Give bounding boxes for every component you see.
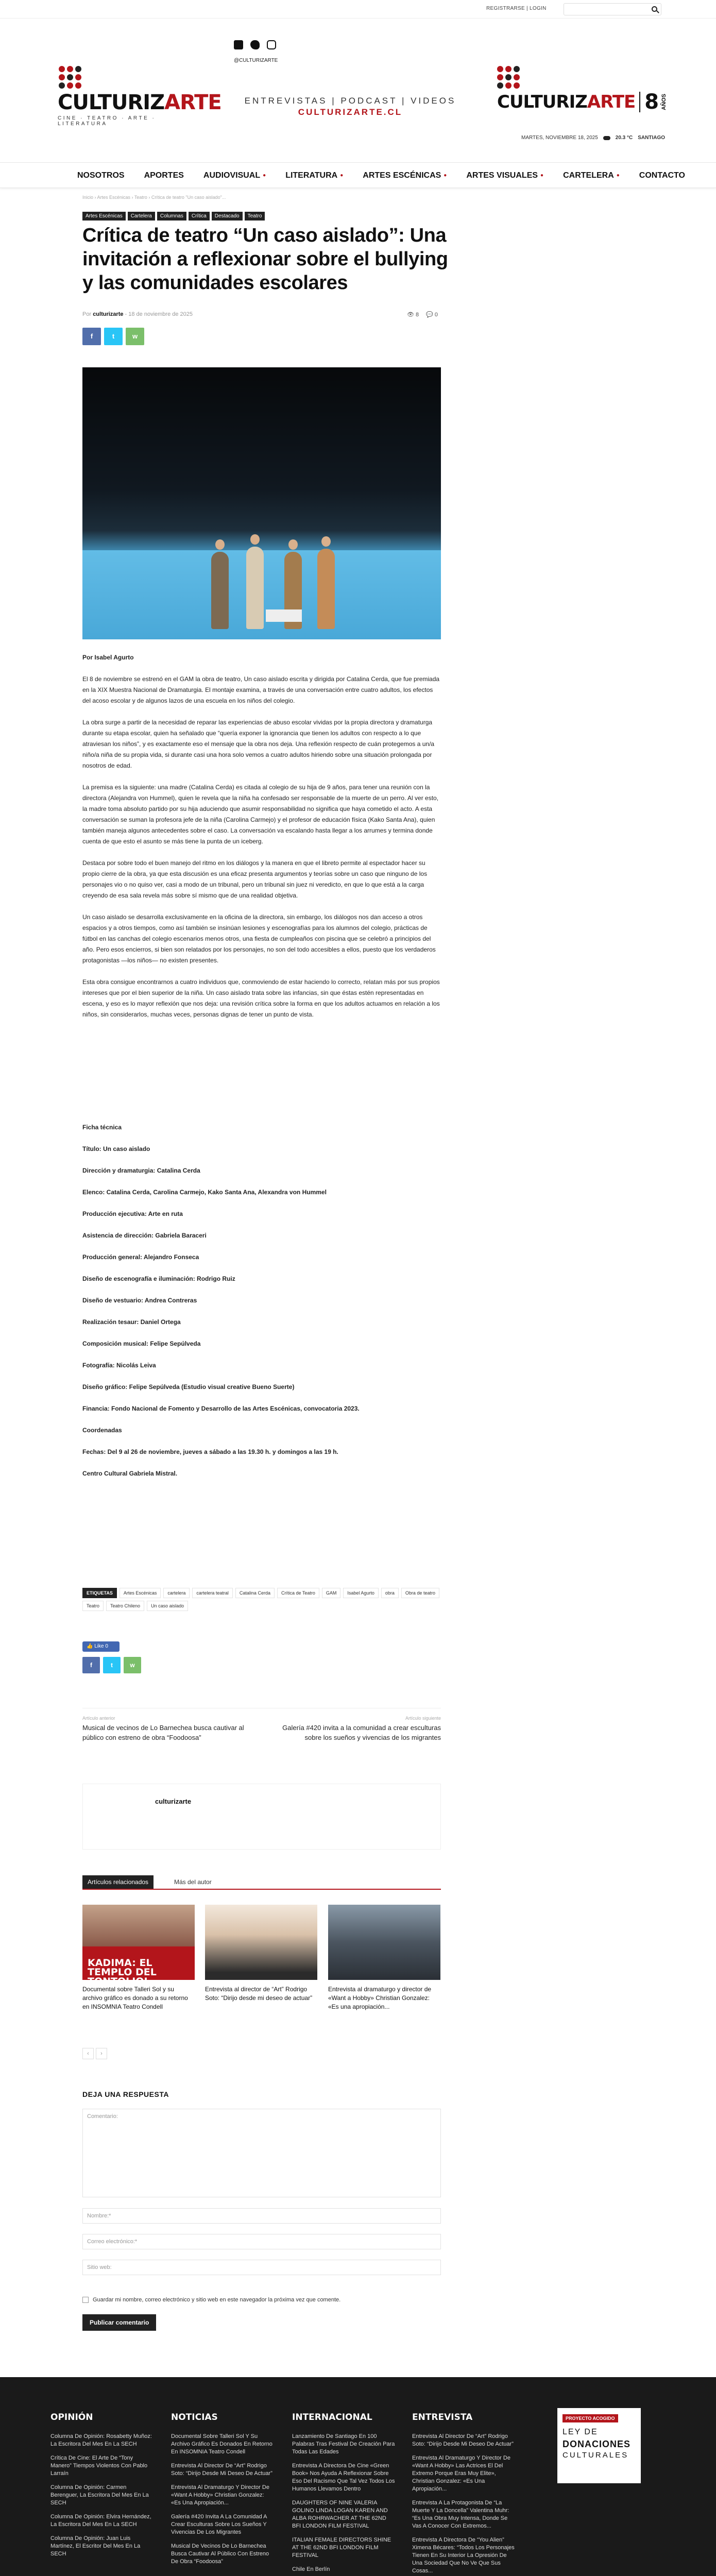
footer-link[interactable]: Entrevista A La Protagonista De “La Muerte Y La Doncella” Valentina Muhr: “Es Una Obra Muy Intensa, Donde Se Vas A Conocer Con Extremos...	[412, 2500, 509, 2529]
related-thumbnail[interactable]	[328, 1905, 440, 1980]
nav-item-artes-escenicas[interactable]: ARTES ESCÉNICAS ●	[363, 171, 447, 180]
tag-link[interactable]: Un caso aislado	[147, 1601, 188, 1611]
twitter-share-button[interactable]: t	[104, 328, 123, 345]
top-utility-bar	[0, 0, 716, 19]
tab-more-from-author[interactable]: Más del autor	[174, 1878, 212, 1886]
thumbnail-text: KADIMA: EL TEMPLO DEL TONTOLIOL	[88, 1957, 157, 1987]
current-date: MARTES, NOVIEMBRE 18, 2025	[521, 135, 598, 141]
weather-cloud-icon	[603, 136, 610, 140]
footer-link[interactable]: Entrevista Al Director De “Art” Rodrigo Soto: “Dirijo Desde Mi Deseo De Actuar”	[171, 2463, 272, 2477]
search-icon[interactable]	[652, 6, 657, 12]
category-tag[interactable]: Cartelera	[128, 212, 155, 221]
actor-figure	[250, 534, 260, 545]
actor-figure	[317, 549, 335, 629]
facebook-icon[interactable]	[234, 40, 243, 49]
nav-item-artes-visuales[interactable]: ARTES VISUALES ●	[466, 171, 544, 180]
actor-figure	[215, 539, 225, 550]
category-tags	[82, 212, 265, 221]
date-weather-bar	[521, 135, 665, 141]
publish-date: - 18 de noviembre de 2025	[125, 311, 193, 317]
tag-link[interactable]: Teatro Chileno	[106, 1601, 144, 1611]
related-title[interactable]: Entrevista al dramaturgo y director de «Want a Hobby» Christian Gonzalez: «Es una apropiación...	[328, 1986, 432, 2010]
actor-figure	[288, 539, 298, 550]
footer-link[interactable]: Chile En Berlín	[292, 2566, 330, 2572]
ley-donaciones-badge[interactable]: PROYECTO ACOGIDO LEY DE DONACIONES CULTURALES	[557, 2408, 641, 2483]
stage-table	[266, 609, 302, 622]
footer-column-internacional: INTERNACIONAL Lanzamiento De Santiago En 100 Palabras Tras Festival De Creación Para Todas Las Edades Entrevista A Directora De Cine «Green Book» Nos Ayuda A Reflexionar Sobre Eso Del Racismo Que Tal Vez Todos Los Humanos Llevamos Dentro DAUGHTERS OF NINE VALERIA GOLINO LINDA LOGAN KAREN AND ALBA ROHRWACHER AT THE 62ND BFI LONDON FILM FESTIVAL ITALIAN FEMALE DIRECTORS SHINE AT THE 62ND BFI LONDON FILM FESTIVAL Chile En Berlín	[292, 2412, 395, 2572]
footer-link[interactable]: Columna De Opinión: Carmen Berenguer, La Escritora Del Mes En La SECH	[50, 2484, 149, 2506]
footer-column-opinion: OPINIÓN Columna De Opinión: Rosabetty Muñoz: La Escritora Del Mes En La SECH Crítica De Cine: El Arte De “Tony Manero” Tiempos Violentos Con Pablo Larraín Columna De Opinión: Carmen Berenguer, La Escritora Del Mes En La SECH Columna De Opinión: Elvira Hernández, La Escritora Del Mes En La SECH Columna De Opinión: Juan Luis Martínez, El Escritor Del Mes En La SECH	[50, 2412, 154, 2564]
twitter-share-button[interactable]: t	[103, 1657, 121, 1673]
caret-down-icon: ●	[340, 173, 344, 179]
whatsapp-share-button[interactable]: w	[124, 1657, 141, 1673]
caret-down-icon: ●	[263, 173, 266, 179]
footer-link[interactable]: DAUGHTERS OF NINE VALERIA GOLINO LINDA LOGAN KAREN AND ALBA ROHRWACHER AT THE 62ND BFI LONDON FILM FESTIVAL	[292, 2500, 388, 2529]
footer-link[interactable]: Columna De Opinión: Juan Luis Martínez, El Escritor Del Mes En La SECH	[50, 2535, 141, 2557]
social-handle: @CULTURIZARTE	[234, 58, 278, 63]
tag-link[interactable]: Crítica de Teatro	[277, 1588, 319, 1598]
tag-link[interactable]: obra	[381, 1588, 399, 1598]
instagram-icon[interactable]	[267, 40, 276, 49]
actor-figure	[321, 536, 331, 547]
related-tabs	[82, 1875, 441, 1890]
related-article[interactable]	[205, 1905, 317, 2003]
email-field[interactable]: Correo electrónico:*	[82, 2234, 441, 2249]
paragraph: La obra surge a partir de la necesidad de reparar las experiencias de abuso escolar vividas por la propia directora y dramaturga durante su etapa escolar, quien ha señalado que “quería exponer la ignorancia que tienen los adultos con respecto a lo que atraviesan los niños”, y es exactamente eso el mensaje que la obra nos deja. Una reflexión respecto de cuán protegemos a un/a niño/a niña de su propia vida, si durante casi una hora solo vemos a cuatro adultos hiriendo sobre una situación prolongada por nosotros de edad.	[82, 719, 435, 769]
footer-link[interactable]: Entrevista Al Director De “Art” Rodrigo Soto: “Dirijo Desde Mi Deseo De Actuar”	[412, 2433, 514, 2447]
facebook-like-button[interactable]: 👍 Like 0	[82, 1641, 120, 1652]
tag-link[interactable]: Isabel Agurto	[343, 1588, 379, 1598]
website-field[interactable]: Sitio web:	[82, 2260, 441, 2275]
footer-link[interactable]: Columna De Opinión: Elvira Hernández, La Escritora Del Mes En La SECH	[50, 2514, 151, 2528]
next-article[interactable]: Artículo siguiente Galería #420 invita a la comunidad a crear esculturas sobre los sueños y vivencias de los migrantes	[282, 1716, 441, 1741]
social-links	[234, 40, 276, 49]
author-avatar[interactable]	[93, 1794, 143, 1844]
category-tag[interactable]: Crítica	[189, 212, 210, 221]
nav-item-cartelera[interactable]: CARTELERA ●	[563, 171, 620, 180]
article-body	[82, 652, 441, 1031]
tag-link[interactable]: GAM	[322, 1588, 341, 1598]
related-article[interactable]	[82, 1905, 195, 2011]
paragraph: Esta obra consigue encontrarnos a cuatro individuos que, conmoviendo de estar haciendo lo correcto, relatan más por sus propios intereses que por el bien superior de la niña. Un caso aislado trata sobre las infancias, sin que éstas estén representadas en escena, y eso es lo mayor reflexión que nos deja: una revisión crítica sobre la forma en que los adultos actuamos en relación a los niños, sin considerarlos, muchas veces, personas dignas de tener un punto de vista.	[82, 978, 440, 1018]
category-tag[interactable]: Teatro	[245, 212, 265, 221]
footer-link[interactable]: Documental Sobre Talleri Sol Y Su Archivo Gráfico Es Donados En Retorno En INSOMNIA Teatro Condell	[171, 2433, 272, 2455]
next-page-button[interactable]: ›	[96, 2048, 107, 2059]
header-tagline: ENTREVISTAS | PODCAST | VIDEOS CULTURIZARTE.CL	[244, 96, 456, 117]
main-nav	[0, 162, 716, 188]
author-name[interactable]: culturizarte	[155, 1798, 192, 1805]
eye-icon: 👁	[407, 312, 414, 318]
ficha-title: Ficha técnica	[82, 1124, 122, 1131]
tag-link[interactable]: Teatro	[82, 1601, 104, 1611]
footer-link[interactable]: Entrevista Al Dramaturgo Y Director De «Want A Hobby» Las Actrices El Del Extremo Porque Eras Muy Elite», Christian Gonzalez: «Es Una Apropiación...	[412, 2455, 510, 2492]
ficha-tecnica: Ficha técnica Título: Un caso aislado Dirección y dramaturgia: Catalina Cerda Elenco: Catalina Cerda, Carolina Carmejo, Kako Santa Ana, Alexandra von Hummel Producción ejecutiva: Arte en ruta Asistencia de dirección: Gabriela Baraceri Producción general: Alejandro Fonseca Diseño de escenografía e iluminación: Rodrigo Ruiz Diseño de vestuario: Andrea Contreras Realización tesaur: Daniel Ortega Composición musical: Felipe Sepúlveda Fotografía: Nicolás Leiva Diseño gráfico: Felipe Sepúlveda (Estudio visual creative Bueno Suerte) Financia: Fondo Nacional de Fomento y Desarrollo de las Artes Escénicas, convocatoria 2023. Coordenadas Fechas: Del 9 al 26 de noviembre, jueves a sábado a las 19.30 h. y domingos a las 19 h. Centro Cultural Gabriela Mistral.	[82, 1124, 360, 1477]
save-info-label: Guardar mi nombre, correo electrónico y sitio web en este navegador la próxima vez que comente.	[93, 2297, 341, 2303]
site-logo[interactable]	[58, 66, 221, 133]
footer-link[interactable]: Crítica De Cine: El Arte De “Tony Manero” Tiempos Violentos Con Pablo Larraín	[50, 2455, 148, 2477]
reply-title: DEJA UNA RESPUESTA	[82, 2090, 169, 2098]
logo-wordmark: CULTURIZARTE	[58, 91, 221, 114]
name-field[interactable]: Nombre:*	[82, 2208, 441, 2224]
footer-column-noticias: NOTICIAS Documental Sobre Talleri Sol Y Su Archivo Gráfico Es Donados En Retorno En INSOMNIA Teatro Condell Entrevista Al Director De “Art” Rodrigo Soto: “Dirijo Desde Mi Deseo De Actuar” Entrevista Al Dramaturgo Y Director De «Want A Hobby» Christian Gonzalez: «Es Una Apropiación... Galería #420 Invita A La Comunidad A Crear Esculturas Sobre Los Sueños Y Vivencias De Los Migrantes Musical De Vecinos De Lo Barnechea Busca Cautivar Al Público Con Estreno De Obra “Foodoosa”	[171, 2412, 274, 2572]
logo-tagline: CINE · TEATRO · ARTE · LITERATURA	[58, 115, 156, 127]
register-login-link[interactable]: REGISTRARSE | LOGIN	[486, 6, 547, 11]
tags-label: ETIQUETAS	[82, 1588, 117, 1598]
article-tags	[82, 1588, 441, 1611]
article-title: Crítica de teatro “Un caso aislado”: Una invitación a reflexionar sobre el bullying y las comunidades escolares	[82, 225, 448, 294]
nav-item-audiovisual[interactable]: AUDIOVISUAL ●	[203, 171, 266, 180]
article-hero-image	[82, 367, 441, 639]
byline: Por Isabel Agurto	[82, 654, 134, 661]
caret-down-icon: ●	[616, 173, 620, 179]
footer-link[interactable]: Entrevista A Directora De “You Alien” Ximena Bécares: “Todos Los Personajes Tienen En Su Interior La Opresión De Una Sociedad Que No Ve Que Sus Cosas...	[412, 2537, 515, 2574]
paragraph: La premisa es la siguiente: una madre (Catalina Cerda) es citada al colegio de su hija de 9 años, para tener una reunión con la directora (Alejandra von Hummel), quien le revela que la niña ha confesado ser responsable de la muerte de un perro. Al ver esto, la madre toma absoluto partido por su hija aduciendo que asumir responsabilidad no significa que haya cometido el acto. A esta conversación se suman la profesora jefe de la niña (Carolina Carmejo) y el profesor de educación física (Kako Santa Ana), quien también maneja algunos antecedentes sobre el caso. La conversación va escalando hasta llegar a los arrumes y termina donde cuenta de que esto el asunto se más tiene la punta de un iceberg.	[82, 784, 439, 845]
breadcrumb[interactable]: Inicio › Artes Escénicas › Teatro › Crítica de teatro "Un caso aislado"...	[82, 195, 226, 200]
footer-link[interactable]: Entrevista Al Dramaturgo Y Director De «Want A Hobby» Christian Gonzalez: «Es Una Apropiación...	[171, 2484, 269, 2506]
logo-dots	[59, 66, 192, 89]
save-info-checkbox[interactable]	[82, 2297, 89, 2303]
temperature: 20.3 °C	[615, 135, 633, 141]
nav-item-nosotros[interactable]: NOSOTROS	[77, 171, 125, 180]
tab-related-articles[interactable]: Artículos relacionados	[82, 1875, 154, 1889]
prev-page-button[interactable]: ‹	[82, 2048, 94, 2059]
share-buttons-bottom	[82, 1657, 141, 1673]
search-input[interactable]	[564, 3, 661, 15]
related-article[interactable]	[328, 1905, 440, 2011]
footer-link[interactable]: Columna De Opinión: Rosabetty Muñoz: La Escritora Del Mes En La SECH	[50, 2433, 152, 2447]
nav-item-literatura[interactable]: LITERATURA ●	[285, 171, 344, 180]
related-thumbnail[interactable]	[205, 1905, 317, 1980]
article-stats	[407, 311, 438, 318]
save-info-row	[82, 2297, 340, 2303]
actor-figure	[246, 547, 264, 629]
twitter-icon[interactable]	[250, 40, 260, 49]
tag-link[interactable]: cartelera	[163, 1588, 190, 1598]
comments-count: 💬 0	[426, 312, 438, 318]
paragraph: Destaca por sobre todo el buen manejo del ritmo en los diálogos y la manera en que el libreto permite al espectador hacer su propio cierre de la obra, ya que esta discusión es una eficaz presenta argumentos y teorías sobre un caso que ninguno de los personajes vio o no quiso ver, casi a modo de un tribunal, pero un tribunal sin juez ni veredicto, en que lo que está a la carga creyendo de esa sala revela más sobre sí mismo que de una realidad objetiva.	[82, 859, 428, 899]
nav-item-aportes[interactable]: APORTES	[144, 171, 184, 180]
site-footer	[0, 2377, 716, 2576]
related-pager	[82, 2048, 107, 2059]
related-title[interactable]: Documental sobre Talleri Sol y su archivo gráfico es donado a su retorno en INSOMNIA Teatro Condell	[82, 1986, 188, 2010]
anniversary-number: 8	[639, 92, 659, 112]
prev-article[interactable]: Artículo anterior Musical de vecinos de Lo Barnechea busca cautivar al público con estreno de obra “Foodoosa”	[82, 1716, 244, 1741]
facebook-share-button[interactable]: f	[82, 1657, 100, 1673]
nav-item-contacto[interactable]: CONTACTO	[639, 171, 685, 180]
related-title[interactable]: Entrevista al director de “Art” Rodrigo Soto: “Dirijo desde mi deseo de actuar”	[205, 1986, 313, 2002]
footer-link[interactable]: Entrevista A Directora De Cine «Green Book» Nos Ayuda A Reflexionar Sobre Eso Del Racismo Que Tal Vez Todos Los Humanos Llevamos Dentro	[292, 2463, 395, 2492]
site-url[interactable]: CULTURIZARTE.CL	[298, 107, 403, 117]
paragraph: El 8 de noviembre se estrenó en el GAM la obra de teatro, Un caso aislado escrita y dirigida por Catalina Cerda, que fue premiada en la XIX Muestra Nacional de Dramaturgia. El montaje examina, a través de una conversación entre cuatro adultos, los efectos del acoso escolar y de algunos lazos de una escuela en los niños del colegio.	[82, 675, 440, 704]
anniversary-label: AÑOS	[661, 94, 668, 110]
category-tag[interactable]: Artes Escénicas	[82, 212, 126, 221]
whatsapp-share-button[interactable]: w	[126, 328, 144, 345]
comment-icon: 💬	[426, 312, 433, 318]
author-box	[82, 1784, 441, 1850]
facebook-share-button[interactable]: f	[82, 328, 101, 345]
actor-figure	[211, 552, 229, 629]
post-comment-button[interactable]: Publicar comentario	[82, 2314, 156, 2331]
tag-link[interactable]: Obra de teatro	[401, 1588, 439, 1598]
category-tag[interactable]: Columnas	[157, 212, 186, 221]
paragraph: Un caso aislado se desarrolla exclusivamente en la oficina de la directora, sin embargo, los diálogos nos dan acceso a otros espacios y a otros tiempos, como así también se insinúan lesiones y escenografías para los alumnos del colegio, prácticas de fútbol en las canchas del colegio escenarios menos otros, una fiesta de cumpleaños con piscina que se celebró a principios del año. Pero esos encierros, si bien son relatados por los personajes, no son del todo accesibles a ellos, puesto que los verdaderos protagonistas —los niños— no existen presentes.	[82, 913, 436, 964]
tag-link[interactable]: cartelera teatral	[192, 1588, 233, 1598]
article-meta: Por culturizarte - 18 de noviembre de 2025	[82, 311, 193, 317]
footer-link[interactable]: Musical De Vecinos De Lo Barnechea Busca Cautivar Al Público Con Estreno De Obra “Foodoosa”	[171, 2543, 269, 2565]
footer-column-entrevista: ENTREVISTA Entrevista Al Director De “Art” Rodrigo Soto: “Dirijo Desde Mi Deseo De Actuar” Entrevista Al Dramaturgo Y Director De «Want A Hobby» Las Actrices El Del Extremo Porque Eras Muy Elite», Christian Gonzalez: «Es Una Apropiación... Entrevista A La Protagonista De “La Muerte Y La Doncella” Valentina Muhr: “Es Una Obra Muy Intensa, Donde Se Vas A Conocer Con Extremos... Entrevista A Directora De “You Alien” Ximena Bécares: “Todos Los Personajes Tienen En Su Interior La Opresión De Una Sociedad Que No Ve Que Sus Cosas...	[412, 2412, 515, 2574]
footer-link[interactable]: Galería #420 Invita A La Comunidad A Crear Esculturas Sobre Los Sueños Y Vivencias De Los Migrantes	[171, 2514, 267, 2535]
caret-down-icon: ●	[540, 173, 544, 179]
views-count: 👁 8	[407, 312, 419, 318]
footer-link[interactable]: Lanzamiento De Santiago En 100 Palabras Tras Festival De Creación Para Todas Las Edades	[292, 2433, 395, 2455]
anniversary-logo: CULTURIZARTE 8 AÑOS	[497, 66, 652, 128]
city: SANTIAGO	[638, 135, 666, 141]
footer-link[interactable]: ITALIAN FEMALE DIRECTORS SHINE AT THE 62ND BFI LONDON FILM FESTIVAL	[292, 2537, 391, 2558]
tag-link[interactable]: Catalina Cerda	[235, 1588, 275, 1598]
tag-link[interactable]: Artes Escénicas	[120, 1588, 161, 1598]
share-buttons-top	[82, 328, 144, 345]
comment-textarea[interactable]: Comentario:	[82, 2109, 441, 2197]
author-link[interactable]: culturizarte	[93, 311, 124, 317]
caret-down-icon: ●	[444, 173, 447, 179]
related-thumbnail[interactable]	[82, 1905, 195, 1987]
category-tag[interactable]: Destacado	[212, 212, 243, 221]
